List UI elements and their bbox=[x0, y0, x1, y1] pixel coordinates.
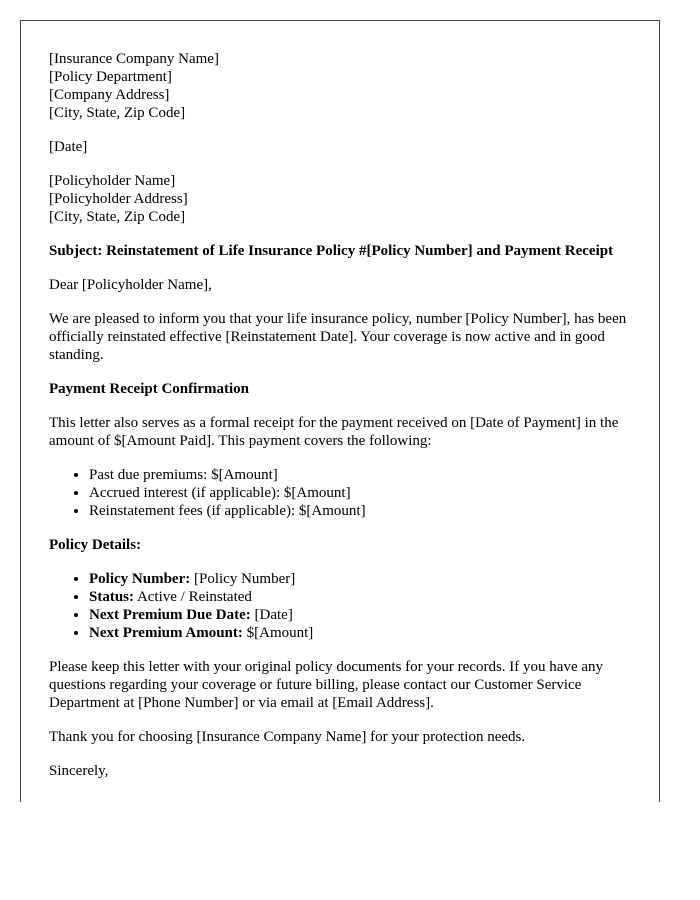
closing: Sincerely, bbox=[49, 763, 109, 779]
receipt-heading: Payment Receipt Confirmation bbox=[49, 381, 249, 397]
records-paragraph: Please keep this letter with your original policy documents for your records. If you have any questions regarding your coverage or future billing, please contact our Customer Service Department at [Phone Number] or via email at [Email Address]. bbox=[49, 659, 604, 711]
policy-detail-item bbox=[89, 624, 639, 642]
detail-value: $[Amount] bbox=[242, 625, 314, 641]
sender-address: [Company Address] bbox=[49, 87, 170, 103]
policy-detail-item bbox=[89, 570, 639, 588]
detail-label: Policy Number: bbox=[89, 571, 191, 587]
detail-value: [Date] bbox=[250, 607, 293, 623]
detail-label: Status: bbox=[89, 589, 135, 605]
payment-item: • Reinstatement fees (if applicable): $[Amount] bbox=[89, 502, 639, 520]
payment-items-list bbox=[49, 466, 639, 520]
policy-details-list bbox=[49, 570, 639, 642]
receipt-paragraph: This letter also serves as a formal receipt for the payment received on [Date of Payment] in the amount of $[Amount Paid]. This payment covers the following: bbox=[49, 415, 619, 449]
detail-value: [Policy Number] bbox=[190, 571, 296, 587]
detail-value: Active / Reinstated bbox=[134, 589, 252, 605]
thanks-paragraph: Thank you for choosing [Insurance Company Name] for your protection needs. bbox=[49, 729, 526, 745]
policy-detail-item bbox=[89, 606, 639, 624]
subject-line: Subject: Reinstatement of Life Insurance Policy #[Policy Number] and Payment Receipt bbox=[49, 243, 614, 259]
recipient-address: [Policyholder Address] bbox=[49, 191, 188, 207]
payment-item: • Past due premiums: $[Amount] bbox=[89, 466, 639, 484]
intro-paragraph: We are pleased to inform you that your life insurance policy, number [Policy Number], has been officially reinstated effective [Reinstatement Date]. Your coverage is now active and in good standing. bbox=[49, 311, 627, 363]
sender-department: [Policy Department] bbox=[49, 69, 172, 85]
recipient-block bbox=[49, 172, 639, 226]
letter-page bbox=[20, 20, 660, 802]
salutation: Dear [Policyholder Name], bbox=[49, 277, 212, 293]
recipient-city: [City, State, Zip Code] bbox=[49, 209, 186, 225]
details-heading: Policy Details: bbox=[49, 537, 142, 553]
policy-detail-item bbox=[89, 588, 639, 606]
sender-company: [Insurance Company Name] bbox=[49, 51, 219, 67]
sender-block bbox=[49, 50, 639, 122]
payment-item: • Accrued interest (if applicable): $[Amount] bbox=[89, 484, 639, 502]
detail-label: Next Premium Due Date: bbox=[89, 607, 251, 623]
recipient-name: [Policyholder Name] bbox=[49, 173, 176, 189]
letter-date: [Date] bbox=[49, 139, 88, 155]
detail-label: Next Premium Amount: bbox=[89, 625, 243, 641]
sender-city: [City, State, Zip Code] bbox=[49, 105, 186, 121]
letter-content bbox=[49, 50, 639, 780]
